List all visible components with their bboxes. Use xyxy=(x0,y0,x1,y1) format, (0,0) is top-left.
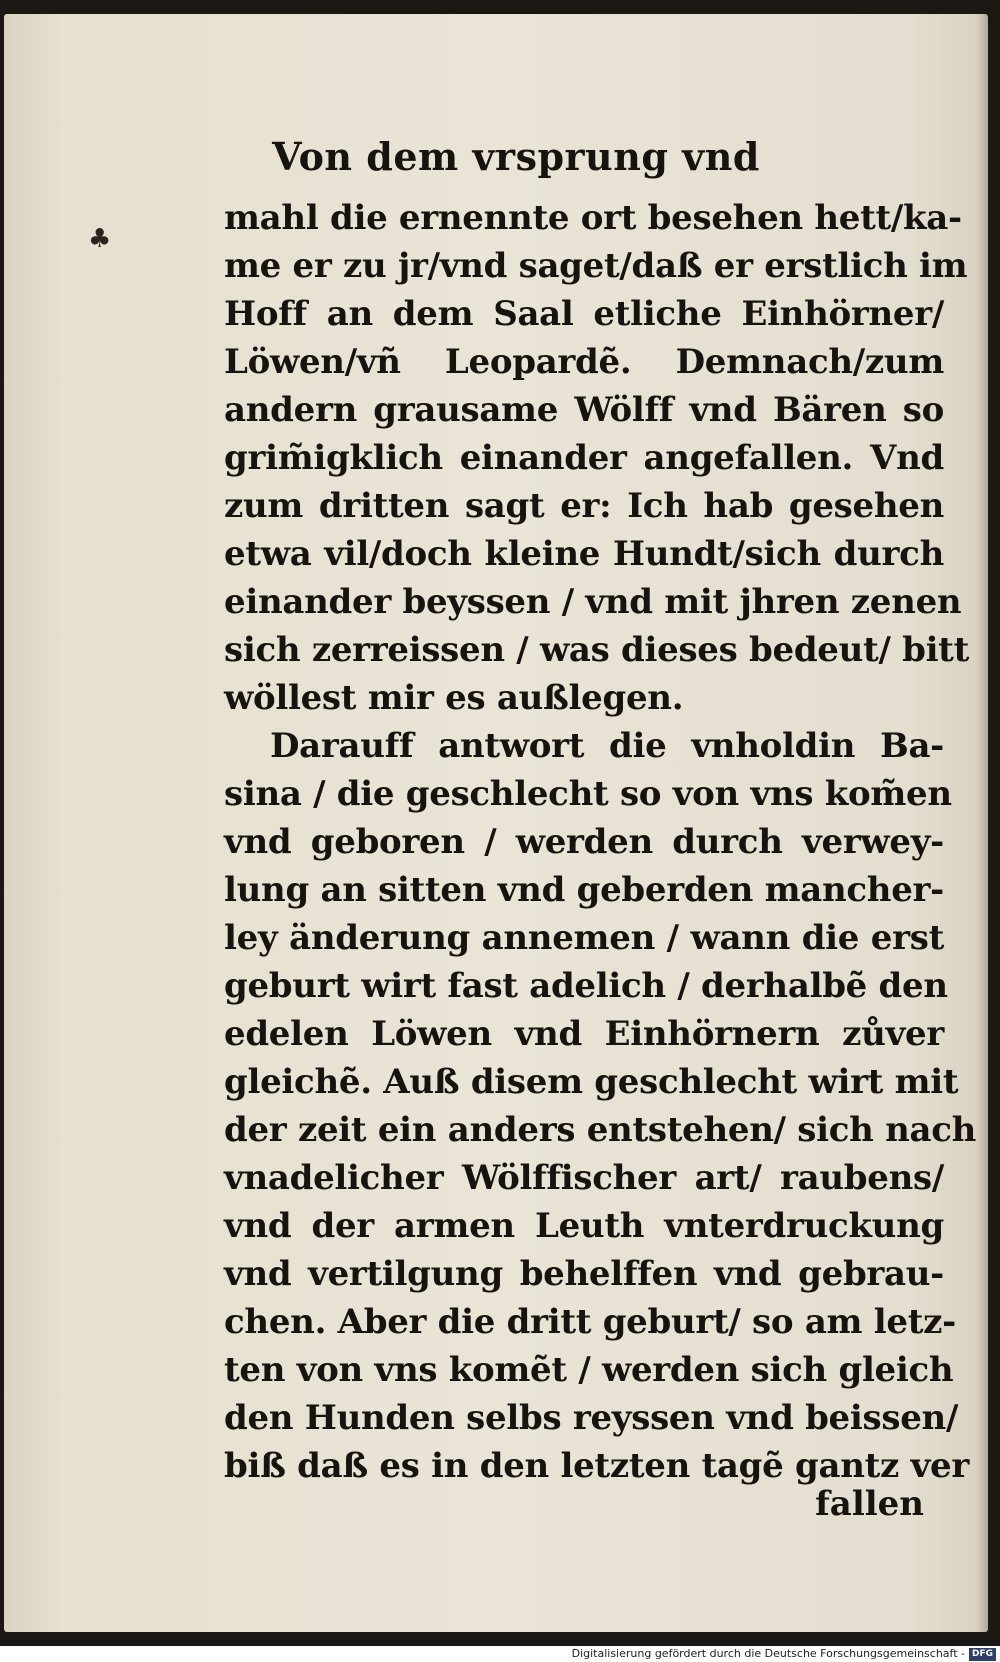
text-line: wöllest mir es außlegen. xyxy=(224,678,684,718)
body-text xyxy=(224,194,977,1490)
text-line: zum dritten sagt er: Ich hab gesehen xyxy=(224,486,944,526)
dfg-logo-icon: DFG xyxy=(969,1648,996,1661)
catchword: fallen xyxy=(815,1484,924,1524)
text-line: sina / die geschlecht so von vns kom̃en xyxy=(224,774,952,814)
text-line: vnd vertilgung behelffen vnd gebrau- xyxy=(224,1254,944,1294)
text-line: sich zerreissen / was dieses bedeut/ bitt xyxy=(224,630,969,670)
text-line: me er zu jr/vnd saget/daß er erstlich im xyxy=(224,246,968,286)
text-line: vnd der armen Leuth vnterdruckung xyxy=(224,1206,944,1246)
text-line: vnadelicher Wölffischer art/ raubens/ xyxy=(224,1158,944,1198)
text-line: biß daß es in den letzten tagẽ gantz ver xyxy=(224,1446,969,1486)
running-head: Von dem vrsprung vnd xyxy=(272,134,760,179)
text-line: grim̃igklich einander angefallen. Vnd xyxy=(224,438,944,478)
book-page xyxy=(4,14,988,1632)
text-line: lung an sitten vnd geberden mancher- xyxy=(224,870,944,910)
text-line: vnd geboren / werden durch verwey- xyxy=(224,822,944,862)
text-line: andern grausame Wölff vnd Bären so xyxy=(224,390,944,430)
text-line: gleichẽ. Auß disem geschlecht wirt mit xyxy=(224,1062,959,1102)
digitization-footer xyxy=(572,1646,996,1662)
text-line: ley änderung annemen / wann die erst xyxy=(224,918,944,958)
page-edge-shadow xyxy=(976,14,988,1632)
text-line: edelen Löwen vnd Einhörnern zůver xyxy=(224,1014,944,1054)
text-line: der zeit ein anders entstehen/ sich nach xyxy=(224,1110,977,1150)
text-line: einander beyssen / vnd mit jhren zenen xyxy=(224,582,962,622)
text-line: chen. Aber die dritt geburt/ so am letz- xyxy=(224,1302,956,1342)
text-line: den Hunden selbs reyssen vnd beissen/ xyxy=(224,1398,959,1438)
paragraph-first-line: Darauff antwort die vnholdin Ba- xyxy=(270,726,944,766)
text-line: etwa vil/doch kleine Hundt/sich durch xyxy=(224,534,944,574)
marginal-mark-icon: ♣ xyxy=(88,224,112,254)
footer-credit: Digitalisierung gefördert durch die Deutsche Forschungsgemeinschaft - xyxy=(571,1647,965,1660)
text-line: Löwen/vñ Leopardẽ. Demnach/zum xyxy=(224,342,944,382)
text-line: geburt wirt fast adelich / derhalbẽ den xyxy=(224,966,948,1006)
text-line: ten von vns komẽt / werden sich gleich xyxy=(224,1350,954,1390)
text-line: Hoff an dem Saal etliche Einhörner/ xyxy=(224,294,944,334)
text-line: mahl die ernennte ort besehen hett/ka- xyxy=(224,198,962,238)
